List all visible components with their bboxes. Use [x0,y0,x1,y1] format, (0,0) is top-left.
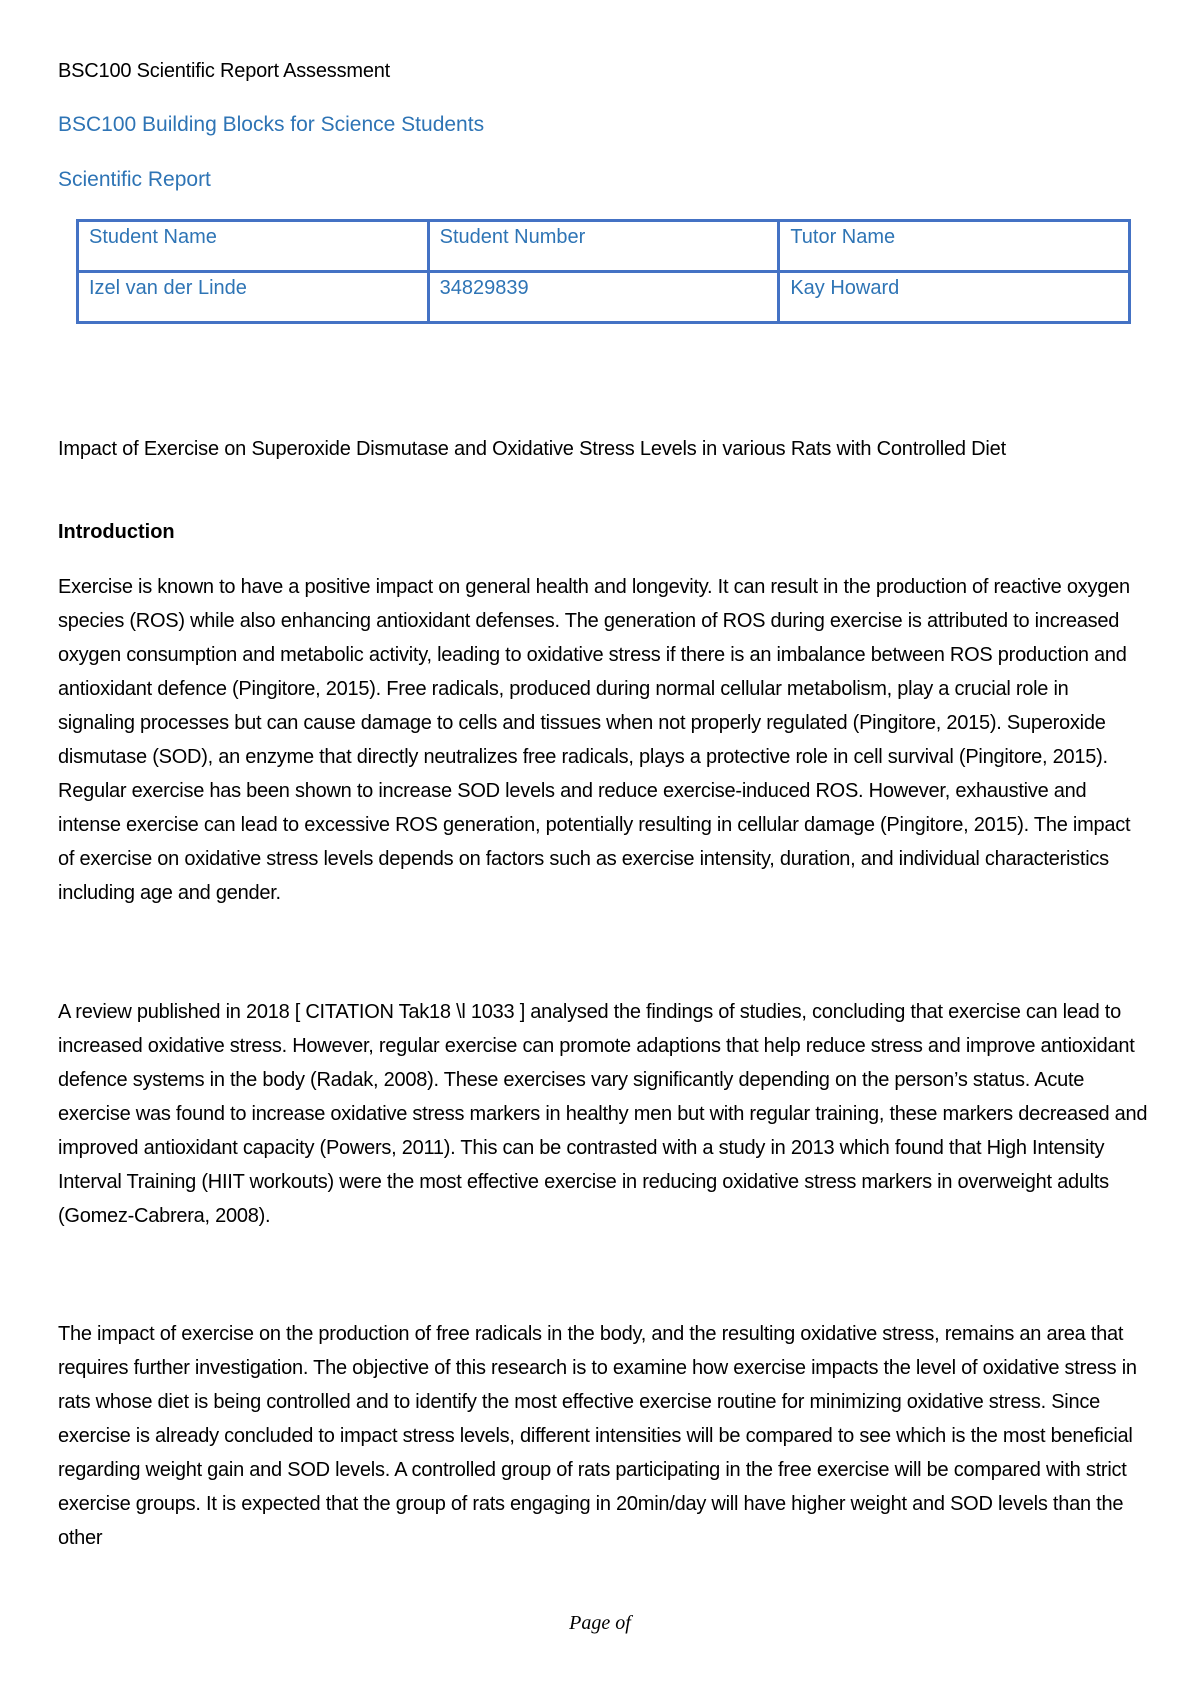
introduction-heading: Introduction [58,521,175,543]
value-student-number: 34829839 [428,272,779,323]
course-title: BSC100 Building Blocks for Science Students [58,113,485,136]
report-type-heading: Scientific Report [58,168,211,191]
value-student-name: Izel van der Linde [78,272,429,323]
student-info-table [76,219,1131,324]
header-tutor-name: Tutor Name [779,221,1130,272]
header-student-name: Student Name [78,221,429,272]
value-tutor-name: Kay Howard [779,272,1130,323]
table-value-row [78,272,1130,323]
table-header-row [78,221,1130,272]
paragraph-1: Exercise is known to have a positive impact on general health and longevity. It can result in the production of reactive oxygen species (ROS) while also enhancing antioxidant defenses. The generation of ROS during exercise is attributed to increased oxygen consumption and metabolic activity, leading to oxidative stress if there is an imbalance between ROS production and antioxidant defence (Pingitore, 2015). Free radicals, produced during normal cellular metabolism, play a crucial role in signaling processes but can cause damage to cells and tissues when not properly regulated (Pingitore, 2015). Superoxide dismutase (SOD), an enzyme that directly neutralizes free radicals, plays a protective role in cell survival (Pingitore, 2015). Regular exercise has been shown to increase SOD levels and reduce exercise-induced ROS. However, exhaustive and intense exercise can lead to excessive ROS generation, potentially resulting in cellular damage (Pingitore, 2015). The impact of exercise on oxidative stress levels depends on factors such as exercise intensity, duration, and individual characteristics including age and gender. [58,576,1131,904]
header-student-number: Student Number [428,221,779,272]
paragraph-3: The impact of exercise on the production of free radicals in the body, and the resulting oxidative stress, remains an area that requires further investigation. The objective of this research is to examine how exercise impacts the level of oxidative stress in rats whose diet is being controlled and to identify the most effective exercise routine for minimizing oxidative stress. Since exercise is already concluded to impact stress levels, different intensities will be compared to see which is the most beneficial regarding weight gain and SOD levels. A controlled group of rats participating in the free exercise will be compared with strict exercise groups. It is expected that the group of rats engaging in 20min/day will have higher weight and SOD levels than the other [58,1323,1137,1549]
assessment-header: BSC100 Scientific Report Assessment [58,60,391,82]
page-footer: Page of [569,1612,631,1634]
report-title: Impact of Exercise on Superoxide Dismutase and Oxidative Stress Levels in various Rats with Controlled Diet [58,438,1006,460]
paragraph-2: A review published in 2018 [ CITATION Tak18 \l 1033 ] analysed the findings of studies, concluding that exercise can lead to increased oxidative stress. However, regular exercise can promote adaptions that help reduce stress and improve antioxidant defence systems in the body (Radak, 2008). These exercises vary significantly depending on the person’s status. Acute exercise was found to increase oxidative stress markers in healthy men but with regular training, these markers decreased and improved antioxidant capacity (Powers, 2011). This can be contrasted with a study in 2013 which found that High Intensity Interval Training (HIIT workouts) were the most effective exercise in reducing oxidative stress markers in overweight adults (Gomez-Cabrera, 2008). [58,1001,1148,1227]
